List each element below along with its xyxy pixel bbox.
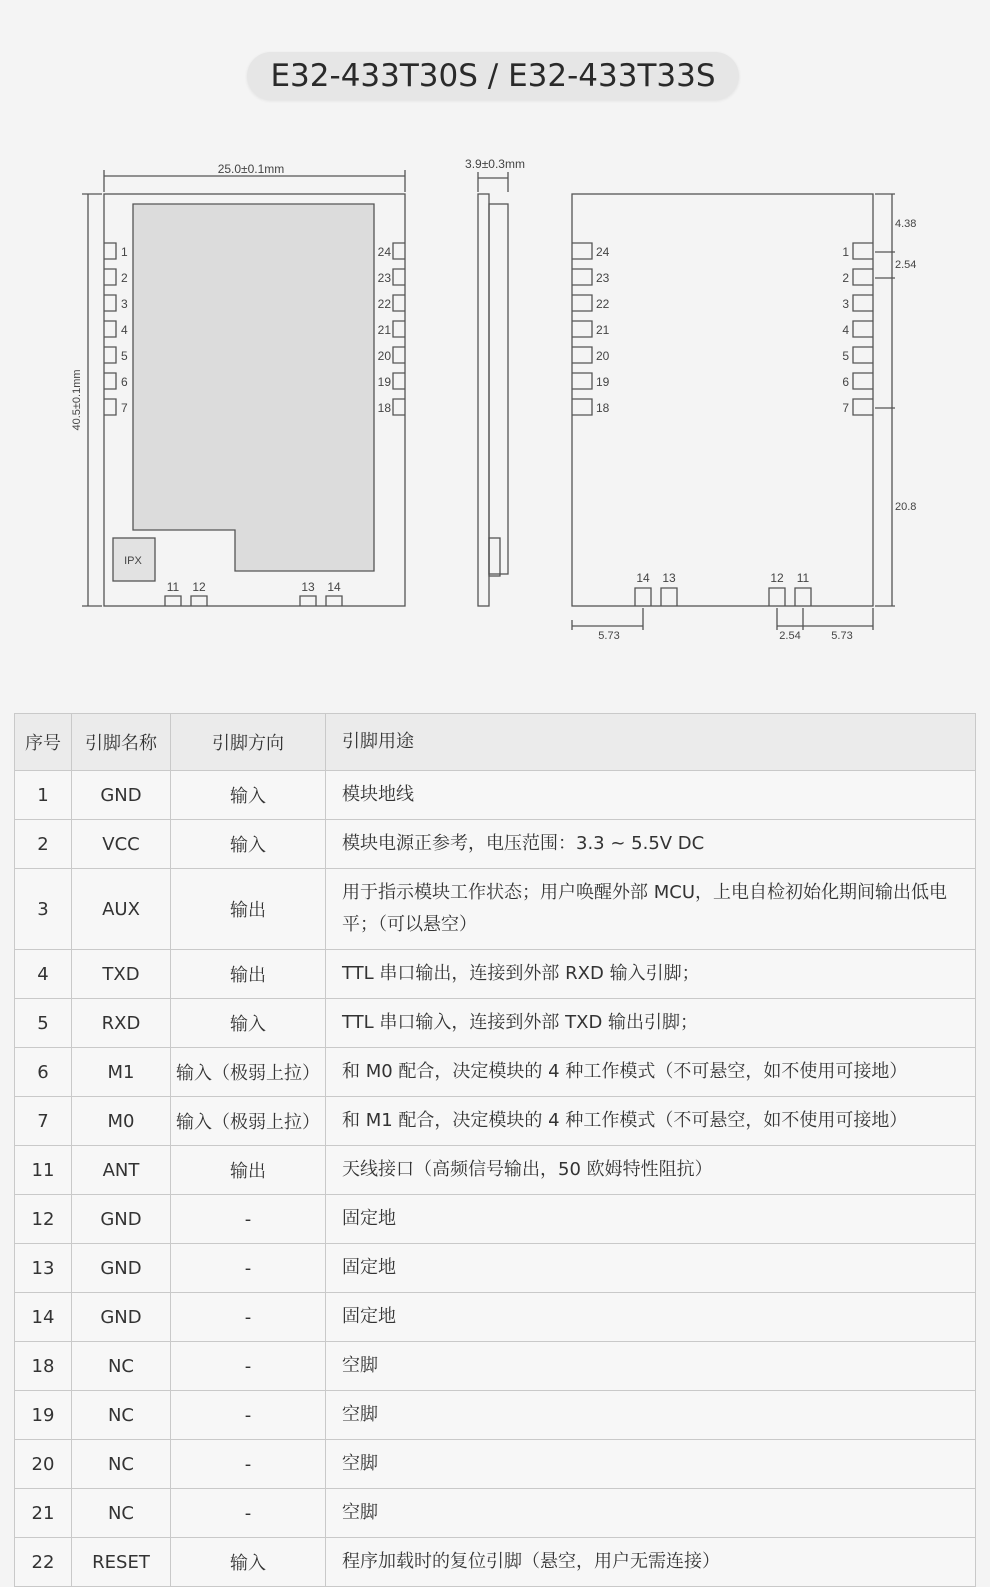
pin-name: VCC — [72, 820, 171, 869]
pin-name: M1 — [72, 1048, 171, 1097]
bottom-view-bottom-pins — [635, 588, 811, 606]
pin-direction: - — [171, 1342, 326, 1391]
pin-number: 22 — [15, 1538, 72, 1587]
pin-label: 24 — [596, 245, 610, 259]
pin-number: 1 — [15, 771, 72, 820]
pin-label: 23 — [377, 271, 391, 285]
pin-label: 5 — [842, 349, 849, 363]
pin-usage: 空脚 — [326, 1342, 976, 1391]
pin-usage: 固定地 — [326, 1195, 976, 1244]
pin-number: 5 — [15, 999, 72, 1048]
bottom-view-right-pins — [853, 243, 873, 415]
page-title: E32-433T30S / E32-433T33S — [247, 52, 739, 100]
pin-label: 11 — [166, 580, 180, 594]
table-row — [15, 869, 976, 950]
table-row — [15, 1538, 976, 1587]
table-row — [15, 1342, 976, 1391]
pin-name: GND — [72, 771, 171, 820]
pin-direction: - — [171, 1489, 326, 1538]
pin-label: 21 — [377, 323, 391, 337]
pin-direction: - — [171, 1195, 326, 1244]
pin-definition-table — [14, 713, 976, 1587]
table-row — [15, 1391, 976, 1440]
pin-number: 18 — [15, 1342, 72, 1391]
pin-name: M0 — [72, 1097, 171, 1146]
side-view-board — [478, 194, 489, 606]
pin-label: 11 — [796, 571, 810, 585]
pin-usage: 固定地 — [326, 1244, 976, 1293]
pin-direction: - — [171, 1391, 326, 1440]
pin-name: NC — [72, 1440, 171, 1489]
pin-label: 13 — [301, 580, 315, 594]
dim-top-label: 4.38 — [895, 218, 917, 230]
bottom-bottom-pin-labels — [636, 571, 809, 585]
pin-direction: - — [171, 1440, 326, 1489]
pin-label: 2 — [842, 271, 849, 285]
height-label: 40.5±0.1mm — [71, 369, 83, 431]
pin-usage: 空脚 — [326, 1391, 976, 1440]
pin-number: 21 — [15, 1489, 72, 1538]
header-pin-direction: 引脚方向 — [171, 714, 326, 771]
pin-label: 7 — [842, 401, 849, 415]
pin-label: 6 — [842, 375, 849, 389]
pin-name: NC — [72, 1342, 171, 1391]
pin-label: 20 — [377, 349, 391, 363]
pin-name: NC — [72, 1489, 171, 1538]
pin-name: TXD — [72, 950, 171, 999]
pin-usage: 模块电源正参考，电压范围：3.3 ~ 5.5V DC — [326, 820, 976, 869]
pin-number: 3 — [15, 869, 72, 950]
module-dimension-diagram — [0, 140, 990, 660]
pin-label: 18 — [377, 401, 391, 415]
side-view-shield — [489, 204, 508, 574]
pin-label: 23 — [596, 271, 610, 285]
pin-label: 3 — [121, 297, 128, 311]
pin-label: 2 — [121, 271, 128, 285]
top-view-left-pins — [104, 243, 116, 415]
table-row — [15, 1146, 976, 1195]
table-row — [15, 950, 976, 999]
pin-label: 21 — [596, 323, 610, 337]
pin-usage: 天线接口（高频信号输出，50 欧姆特性阻抗） — [326, 1146, 976, 1195]
pin-direction: 输出 — [171, 869, 326, 950]
table-row — [15, 1097, 976, 1146]
pin-label: 14 — [636, 571, 650, 585]
pin-label: 12 — [770, 571, 784, 585]
bottom-view-outline — [572, 194, 873, 606]
top-view-bottom-pins — [165, 596, 342, 606]
pin-number: 20 — [15, 1440, 72, 1489]
pin-direction: 输入（极弱上拉） — [171, 1048, 326, 1097]
pin-label: 5 — [121, 349, 128, 363]
pin-usage: 固定地 — [326, 1293, 976, 1342]
bottom-right-pin-labels — [842, 245, 849, 415]
pin-label: 20 — [596, 349, 610, 363]
pin-label: 1 — [842, 245, 849, 259]
top-left-pin-labels — [121, 245, 128, 415]
pin-number: 2 — [15, 820, 72, 869]
pin-label: 4 — [121, 323, 128, 337]
pin-direction: 输入 — [171, 999, 326, 1048]
bottom-left-pin-labels — [596, 245, 610, 415]
dim-side-label: 20.8 — [895, 501, 917, 513]
pin-label: 13 — [662, 571, 676, 585]
header-pin-name: 引脚名称 — [72, 714, 171, 771]
table-row — [15, 1489, 976, 1538]
pin-label: 24 — [377, 245, 391, 259]
pin-name: GND — [72, 1293, 171, 1342]
pin-number: 4 — [15, 950, 72, 999]
pin-label: 3 — [842, 297, 849, 311]
pin-usage: 空脚 — [326, 1440, 976, 1489]
pin-label: 22 — [377, 297, 391, 311]
table-row — [15, 771, 976, 820]
pin-direction: 输入（极弱上拉） — [171, 1097, 326, 1146]
pin-label: 19 — [596, 375, 610, 389]
pin-number: 6 — [15, 1048, 72, 1097]
table-row — [15, 1195, 976, 1244]
table-row — [15, 1244, 976, 1293]
pin-name: GND — [72, 1244, 171, 1293]
pin-usage: TTL 串口输入，连接到外部 TXD 输出引脚； — [326, 999, 976, 1048]
top-bottom-pin-labels — [167, 580, 341, 594]
pin-direction: 输入 — [171, 1538, 326, 1587]
top-view-shield — [133, 204, 374, 571]
table-row — [15, 1440, 976, 1489]
pin-name: ANT — [72, 1146, 171, 1195]
pin-name: AUX — [72, 869, 171, 950]
pin-usage: 空脚 — [326, 1489, 976, 1538]
dim-bottom-right-label: 5.73 — [831, 630, 853, 642]
pin-usage: 用于指示模块工作状态；用户唤醒外部 MCU，上电自检初始化期间输出低电平；（可以悬空） — [326, 869, 976, 950]
pin-label: 19 — [377, 375, 391, 389]
header-pin-usage: 引脚用途 — [326, 714, 976, 771]
width-label: 25.0±0.1mm — [217, 162, 285, 176]
header-number: 序号 — [15, 714, 72, 771]
pin-number: 19 — [15, 1391, 72, 1440]
pin-number: 14 — [15, 1293, 72, 1342]
pin-direction: 输入 — [171, 820, 326, 869]
pin-usage: 程序加载时的复位引脚（悬空，用户无需连接） — [326, 1538, 976, 1587]
bottom-view-left-pins — [572, 243, 592, 415]
pin-usage: TTL 串口输出，连接到外部 RXD 输入引脚； — [326, 950, 976, 999]
pin-name: GND — [72, 1195, 171, 1244]
thickness-label: 3.9±0.3mm — [465, 157, 525, 171]
pin-usage: 和 M0 配合，决定模块的 4 种工作模式（不可悬空，如不使用可接地） — [326, 1048, 976, 1097]
pin-direction: - — [171, 1244, 326, 1293]
table-row — [15, 1048, 976, 1097]
ipx-label: IPX — [124, 555, 142, 567]
dim-bottom-left-label: 5.73 — [598, 630, 620, 642]
dim-bottom-pitch-label: 2.54 — [779, 630, 801, 642]
table-header-row — [15, 714, 976, 771]
pin-label: 14 — [327, 580, 341, 594]
pin-label: 7 — [121, 401, 128, 415]
table-row — [15, 1293, 976, 1342]
pin-label: 18 — [596, 401, 610, 415]
pin-label: 6 — [121, 375, 128, 389]
table-row — [15, 999, 976, 1048]
top-right-pin-labels — [378, 245, 392, 415]
pin-name: NC — [72, 1391, 171, 1440]
pin-number: 7 — [15, 1097, 72, 1146]
dim-pitch-label: 2.54 — [895, 259, 917, 271]
pin-label: 12 — [192, 580, 206, 594]
pin-direction: 输出 — [171, 950, 326, 999]
pin-usage: 模块地线 — [326, 771, 976, 820]
table-row — [15, 820, 976, 869]
pin-label: 22 — [596, 297, 610, 311]
pin-number: 11 — [15, 1146, 72, 1195]
pin-label: 4 — [842, 323, 849, 337]
pin-name: RXD — [72, 999, 171, 1048]
pin-number: 13 — [15, 1244, 72, 1293]
pin-direction: 输出 — [171, 1146, 326, 1195]
pin-usage: 和 M1 配合，决定模块的 4 种工作模式（不可悬空，如不使用可接地） — [326, 1097, 976, 1146]
pin-name: RESET — [72, 1538, 171, 1587]
pin-direction: - — [171, 1293, 326, 1342]
pin-label: 1 — [121, 245, 128, 259]
pin-number: 12 — [15, 1195, 72, 1244]
pin-direction: 输入 — [171, 771, 326, 820]
top-view-right-pins — [393, 243, 405, 415]
